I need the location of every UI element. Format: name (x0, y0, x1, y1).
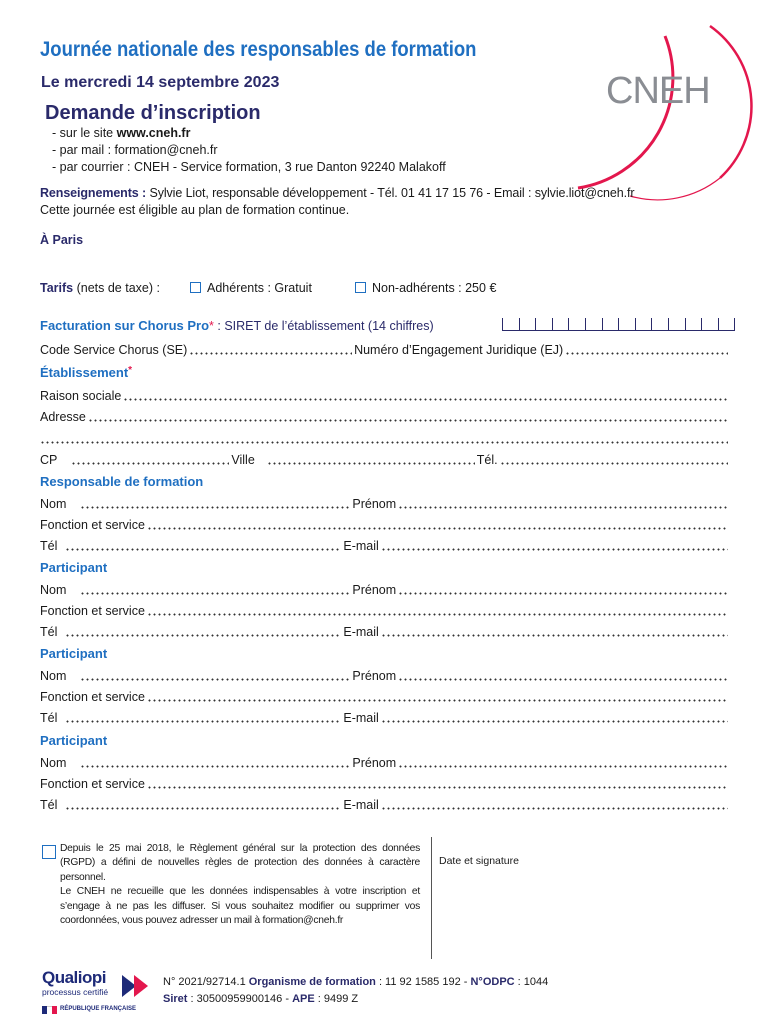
tarifs-label: Tarifs (nets de taxe) : (40, 281, 160, 295)
prenom-field[interactable] (398, 669, 728, 681)
siret-input-boxes[interactable] (502, 318, 735, 331)
participant-nom-row: Nom Prénom (40, 580, 730, 597)
eligibility-note: Cette journée est éligible au plan de formation continue. (40, 203, 350, 217)
fonction-field[interactable] (147, 690, 728, 702)
adresse-row: Adresse (40, 407, 730, 424)
participant-fonction-row: Fonction et service (40, 774, 730, 791)
prenom-field[interactable] (398, 583, 728, 595)
cp-ville-tel-row: CP Ville Tél. (40, 450, 730, 467)
adresse-field-2[interactable] (40, 432, 728, 444)
nom-field[interactable] (80, 497, 350, 509)
email-field[interactable] (381, 798, 728, 810)
participant-nom-row: Nom Prénom (40, 666, 730, 683)
ville-field[interactable] (267, 453, 475, 465)
chorus-code-row: Code Service Chorus (SE) Numéro d’Engagement Juridique (EJ) (40, 340, 730, 357)
adresse-field[interactable] (88, 410, 728, 422)
event-date: Le mercredi 14 septembre 2023 (41, 74, 280, 91)
renseignements: Renseignements : Sylvie Liot, responsable développement - Tél. 01 41 17 15 76 - Email : sylvie.liot@cneh.fr (40, 186, 635, 200)
tel-field[interactable] (65, 711, 341, 723)
email-field[interactable] (381, 539, 728, 551)
raison-sociale-row: Raison sociale (40, 386, 730, 403)
fonction-field[interactable] (147, 604, 728, 616)
participant-fonction-row: Fonction et service (40, 687, 730, 704)
footer-line-2: Siret : 30500959900146 - APE : 9499 Z (163, 993, 359, 1005)
responsable-tel-row: Tél E-mail (40, 536, 730, 553)
cneh-logo (570, 18, 760, 208)
tel-field[interactable] (500, 453, 728, 465)
participant-heading: Participant (40, 646, 108, 661)
tel-field[interactable] (65, 798, 341, 810)
checkbox[interactable] (190, 282, 201, 293)
participant-heading: Participant (40, 733, 108, 748)
cneh-logo-text: CNEH (606, 70, 710, 112)
participant-fonction-row: Fonction et service (40, 601, 730, 618)
site-link[interactable]: www.cneh.fr (116, 126, 191, 140)
participant-heading: Participant (40, 560, 108, 575)
adresse-line2-row (40, 429, 730, 446)
tel-field[interactable] (65, 539, 341, 551)
nom-field[interactable] (80, 756, 350, 768)
footer-line-1: N° 2021/92714.1 Organisme de formation : 11 92 1585 192 - N°ODPC : 1044 (163, 976, 549, 988)
channel-site: - sur le site www.cneh.fr (52, 126, 191, 140)
channel-mail: - par mail : formation@cneh.fr (52, 143, 218, 157)
form-heading: Demande d’inscription (45, 102, 261, 124)
nom-field[interactable] (80, 583, 350, 595)
rgpd-notice: Depuis le 25 mai 2018, le Règlement général sur la protection des données (RGPD) a défini de nouvelles règles de protection des données à caractère personnel. Le CNEH ne recueille que les données indispensables à votre inscription et s’engage à ne pas les diffuser. Si vous souhaitez modifier ou supprimer vos coordonnées, vous pouvez adresser un mail à formation@cneh.fr (60, 843, 420, 927)
tel-field[interactable] (65, 625, 341, 637)
channel-post: - par courrier : CNEH - Service formation, 3 rue Danton 92240 Malakoff (52, 160, 446, 174)
tarif-non-members-option[interactable]: Non-adhérents : 250 € (355, 281, 496, 295)
tarif-members-option[interactable]: Adhérents : Gratuit (190, 281, 312, 295)
chorus-line: Facturation sur Chorus Pro* : SIRET de l’établissement (14 chiffres) (40, 318, 434, 333)
location: À Paris (40, 233, 84, 247)
engagement-field[interactable] (565, 343, 728, 355)
signature-box[interactable] (431, 837, 728, 959)
raison-sociale-field[interactable] (123, 389, 728, 401)
email-field[interactable] (381, 625, 728, 637)
responsable-heading: Responsable de formation (40, 474, 204, 489)
nom-field[interactable] (80, 669, 350, 681)
prenom-field[interactable] (398, 756, 728, 768)
page-title: Journée nationale des responsables de formation (40, 38, 477, 61)
participant-tel-row: Tél E-mail (40, 795, 730, 812)
cp-field[interactable] (71, 453, 229, 465)
responsable-fonction-row: Fonction et service (40, 515, 730, 532)
code-service-field[interactable] (189, 343, 352, 355)
responsable-nom-row: Nom Prénom (40, 494, 730, 511)
signature-label: Date et signature (439, 855, 519, 867)
qualiopi-logo: Qualiopi processus certifié RÉPUBLIQUE FRANÇAISE (42, 968, 157, 1018)
participant-nom-row: Nom Prénom (40, 753, 730, 770)
participant-tel-row: Tél E-mail (40, 622, 730, 639)
email-field[interactable] (381, 711, 728, 723)
etablissement-heading: Établissement* (40, 365, 133, 380)
participant-tel-row: Tél E-mail (40, 708, 730, 725)
fonction-field[interactable] (147, 518, 728, 530)
fonction-field[interactable] (147, 777, 728, 789)
checkbox[interactable] (355, 282, 366, 293)
prenom-field[interactable] (398, 497, 728, 509)
rgpd-checkbox[interactable] (42, 845, 56, 859)
